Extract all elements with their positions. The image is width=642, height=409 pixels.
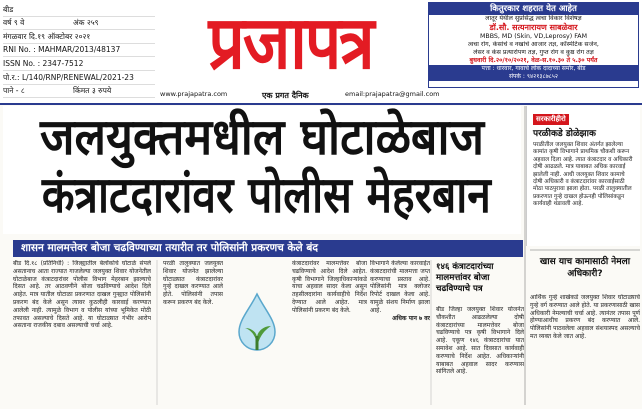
- story1-column4: [370, 260, 430, 404]
- info-row-pages: [3, 85, 155, 99]
- continued-label: अधिक पान ७ वर: [392, 314, 430, 322]
- sidebar-title: परळीकडे डोळेझाक: [533, 129, 596, 139]
- info-row-postal: [3, 71, 155, 85]
- ad-schedule: बुधवारी दि.२०/१०/२०२१, वेळ-स.१०.३० ते ५.३० पर्यंत: [469, 57, 598, 64]
- story2-heading: १४६ कंत्राटदारांच्या मालमत्तांवर बोजा चढविण्याचे पत्र: [436, 262, 494, 294]
- website-link[interactable]: www.prajapatra.com: [160, 90, 228, 98]
- headline-line1: जलयुक्तमधील घोटाळेबाज: [39, 107, 485, 166]
- pages: पाने - ८: [3, 86, 25, 96]
- email-link[interactable]: email:prajapatra@gmail.com: [345, 90, 440, 98]
- issn: ISSN No. : 2347-7512: [3, 58, 84, 68]
- ad-qualifications: MBBS, MD (Skin, VD,Leprosy) FAM: [479, 33, 588, 40]
- info-row-issn: [3, 57, 155, 71]
- ad-address: पत्ता : धारवार, गावाचे लोक दादाच्या समोर, बीड: [429, 65, 638, 73]
- postal: पो.र.: L/140/RNP/RENEWAL/2021-23: [3, 72, 134, 82]
- logo: [158, 0, 423, 88]
- edition: बीड: [3, 4, 14, 14]
- masthead-info: [3, 3, 155, 98]
- sidebar2-heading: खास याच कामासाठी नेमला अधिकारी?: [539, 257, 631, 279]
- masthead: [0, 0, 642, 103]
- story1-column2: परळी तालुक्यात जलयुक्त शिवार योजनेत झालेल्या घोटाळ्यात कंत्राटदारांवर गुन्हे दाखल करण्यात आले होते. पोलिसांनी तपास करून प्रकरण बंद केले.: [163, 260, 223, 306]
- price: किंमत ३ रुपये: [73, 86, 112, 96]
- doctor-advertisement: [428, 2, 639, 88]
- story1-column4-text: विभागाने केलेल्या कारवाईत कंत्राटदारांची मालमत्ता जप्त करण्याचा प्रस्ताव आहे. पोलिसांनी मात्र क्लोजर रिपोर्ट दाखल केला आहे. यामुळे संशय निर्माण झाला आहे.: [370, 260, 430, 314]
- info-row-date: [3, 30, 155, 44]
- ad-phone: संपर्क : ९४२१३८७८५२: [429, 73, 638, 81]
- issue: अंक २५९: [73, 18, 99, 28]
- ad-title: कितुरकार शहरात येत आहेत: [429, 3, 638, 15]
- rni: RNI No. : MAHMAR/2013/48137: [3, 45, 121, 55]
- story1-column3: कंत्राटदारांवर मालमत्तेवर बोजा चढविण्याचे आदेश दिले आहेत. कृषी विभागाने जिल्हाधिकाऱ्यांकडे याचा अहवाल सादर केला असून तहसीलदारांना कार्यवाहीचे निर्देश देण्यात आले आहेत. मात्र पोलिसांनी प्रकरण बंद केले.: [292, 260, 367, 314]
- headline-line2: कंत्राटदारांवर पोलीस मेहरबान: [41, 165, 491, 224]
- sidebar-body: परळीतील जलयुक्त शिवार अंतर्गत झालेल्या कामांत कृषी विभागाने प्राथमिक चौकशी करून अहवाल दिला आहे. त्यात कंत्राटदार व अधिकारी दोषी आढळले. मात्र याबाबत अधिक कारवाई झालेली नाही. आधी जलयुक्त शिवार कामाचे दोषी अधिकारी व कंत्राटदारांवर कारवाईसाठी मोठा पाठपुरावा झाला होता. परळी तालुक्यातील प्रकरणात गुन्हे दाखल होऊनही पोलिसांकडून कार्यवाही थंडावली आहे.: [533, 142, 633, 208]
- story2-body: बीड जिल्हा जलयुक्त शिवार योजनेत चौकशीत आढळलेल्या दोषी कंत्राटदारांच्या मालमत्तेवर बोजा चढविण्याचे पत्र कृषी विभागाने दिले आहे. एकूण १४६ कंत्राटदारांचा यात समावेश आहे. सात दिवसात कार्यवाही करण्याचे निर्देश आहेत. अधिकाऱ्यांनी याबाबत अहवाल सादर करण्यास सांगितले आहे.: [436, 306, 524, 376]
- ad-doctor-name: डॉ.सौ. सत्यनारायण साबळेवार: [489, 23, 578, 32]
- date: मंगळवार दि.१९ ऑक्टोबर २०२१: [3, 31, 91, 41]
- volume: वर्ष ९ वे: [3, 18, 25, 28]
- subheadline: शासन मालमत्तेवर बोजा चढविण्याच्या तयारीत तर पोलिसांनी प्रकरणच केले बंद: [13, 240, 523, 257]
- info-row-edition: [3, 3, 155, 17]
- ad-line3: लेसर व केस प्रत्यारोपण तज्ञ, गुप्त रोग व कुष्ठ रोग तज्ञ: [473, 49, 594, 56]
- main-headline: [3, 106, 521, 234]
- water-drop-plant-icon: [228, 290, 286, 356]
- info-row-rni: [3, 44, 155, 58]
- info-row-volume: [3, 17, 155, 31]
- tagline: एक प्रगत दैनिक: [262, 91, 309, 100]
- sidebar2-body: आर्थिक गुन्हे शाखेकडे जलयुक्त शिवार घोटाळ्याचे गुन्हे वर्ग करण्यात आले होते. या प्रकरणासाठी खास अधिकारी नेमल्याची चर्चा आहे. त्यानंतर तपास पूर्ण होण्याआधीच प्रकरण बंद करण्यात आले. पोलिसांनी पाठवलेला अहवाल संशयास्पद असल्याचे मत व्यक्त केले जात आहे.: [530, 294, 640, 340]
- ad-line2: त्वचा रोग, केसांचे व नखांचे आजार तज्ञ, कॉस्मेटिक सर्जन,: [468, 41, 599, 48]
- ad-line1: लातूर येथील सुप्रसिद्ध त्वचा विकार विशेषज्ञ: [485, 15, 582, 22]
- sidebar-tag: सरकारीहीरो: [533, 114, 569, 125]
- story1-column1: बीड दि.१८ (प्रतिनिधी) : जिल्ह्यातील बेलोंकोचे घोटाळे संपले असतानाच आता राज्यात गाजलेल्या जलयुक्त शिवार योजनेतील घोटाळेबाज कंत्राटदारांवर पोलीस विभाग मेहरबान झाल्याचे दिसत आहे. तर आठवणीने बोजा चढविण्याचे आदेश दिले आहेत. मात्र यातील घोटाळा प्रकरणात दाखल गुन्ह्यात पोलिसांनी प्रकरण बंद केले असून त्यावर कुठलीही कारवाई करण्यात आलेली नाही. त्यामुळे विभाग व पोलीस यांच्या भूमिकेत मोठी तफावत असल्याचे दिसते आहे. या घोटाळ्यात गंभीर आरोप असताना राजकीय दबाव असल्याची चर्चा आहे.: [13, 260, 151, 330]
- logo-text: प्रजापत्र: [208, 0, 373, 87]
- sidebar-box: [526, 106, 640, 246]
